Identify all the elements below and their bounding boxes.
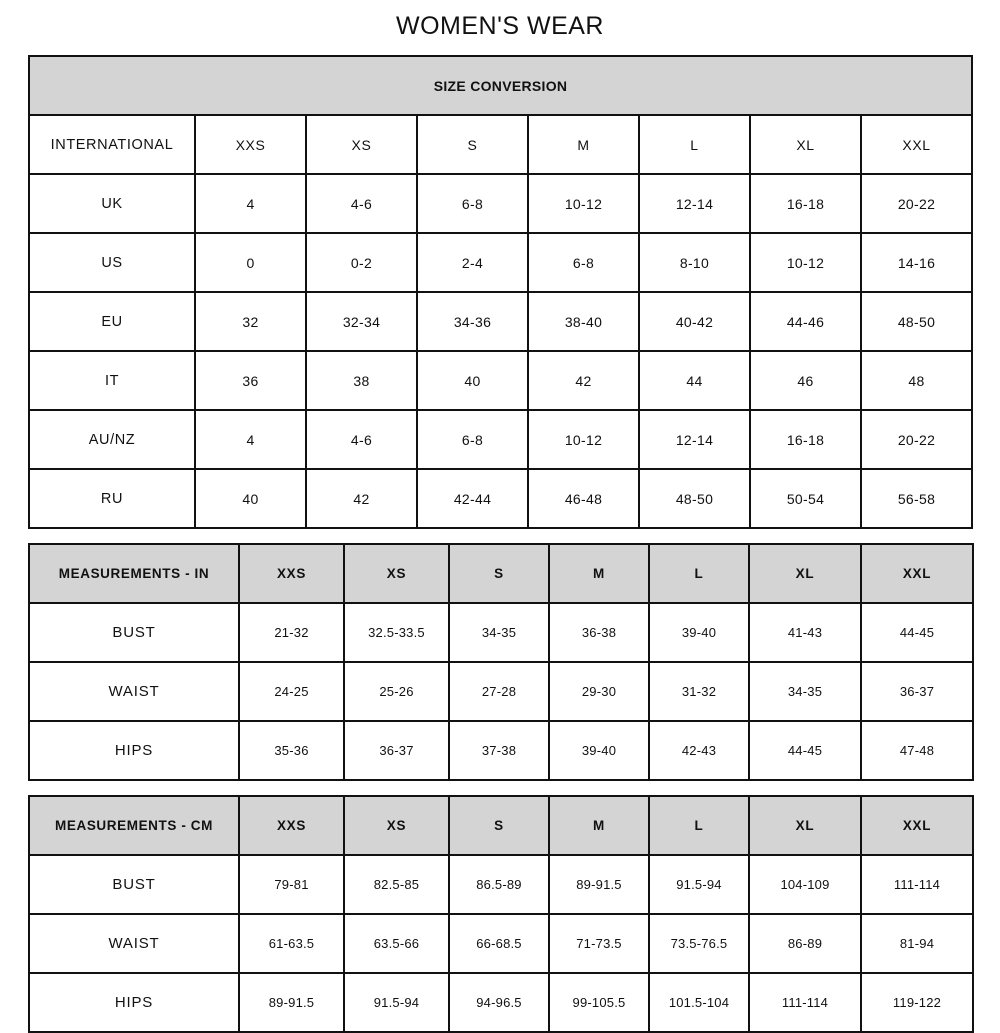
header-m: M [549,796,649,855]
cell: 20-22 [861,174,972,233]
header-xs: XS [344,544,449,603]
cell: 39-40 [549,721,649,780]
cell: 0 [195,233,306,292]
cell: 99-105.5 [549,973,649,1032]
cell: 34-35 [449,603,549,662]
row-label-it: IT [29,351,195,410]
header-s: S [449,796,549,855]
cell: 32 [195,292,306,351]
cell: 32.5-33.5 [344,603,449,662]
measurements-inches-table [28,543,974,781]
cell: 34-36 [417,292,528,351]
cell: 42 [306,469,417,528]
cell: 4 [195,410,306,469]
cell: 91.5-94 [344,973,449,1032]
measurements-cm-table [28,795,974,1033]
table-row [29,292,972,351]
cell: 61-63.5 [239,914,344,973]
cell: 16-18 [750,174,861,233]
header-international: INTERNATIONAL [29,115,195,174]
table-row [29,410,972,469]
row-label-bust: BUST [29,603,239,662]
header-l: L [639,115,750,174]
size-conversion-table [28,55,973,529]
cell: 46 [750,351,861,410]
cell: 50-54 [750,469,861,528]
table-row [29,721,973,780]
cell: 101.5-104 [649,973,749,1032]
cell: 82.5-85 [344,855,449,914]
cell: 86.5-89 [449,855,549,914]
row-label-hips: HIPS [29,721,239,780]
cell: 71-73.5 [549,914,649,973]
header-l: L [649,796,749,855]
cell: 40 [417,351,528,410]
header-xs: XS [344,796,449,855]
cell: 40-42 [639,292,750,351]
cell: 63.5-66 [344,914,449,973]
cell: 4-6 [306,174,417,233]
cell: 81-94 [861,914,973,973]
cell: 29-30 [549,662,649,721]
cell: 12-14 [639,410,750,469]
cell: 14-16 [861,233,972,292]
table-row [29,351,972,410]
page-title: WOMEN'S WEAR [396,12,604,40]
header-measurements-cm: MEASUREMENTS - CM [29,796,239,855]
cell: 44-45 [749,721,861,780]
cell: 104-109 [749,855,861,914]
cell: 73.5-76.5 [649,914,749,973]
cell: 20-22 [861,410,972,469]
header-l: L [649,544,749,603]
cell: 4-6 [306,410,417,469]
table-row [29,603,973,662]
cell: 86-89 [749,914,861,973]
header-xl: XL [749,544,861,603]
table-row [29,973,973,1032]
cell: 42 [528,351,639,410]
cell: 46-48 [528,469,639,528]
table-row [29,174,972,233]
row-label-uk: UK [29,174,195,233]
cell: 36 [195,351,306,410]
cell: 16-18 [750,410,861,469]
cell: 12-14 [639,174,750,233]
cell: 38-40 [528,292,639,351]
header-xxs: XXS [195,115,306,174]
cell: 35-36 [239,721,344,780]
cell: 24-25 [239,662,344,721]
cell: 94-96.5 [449,973,549,1032]
cell: 79-81 [239,855,344,914]
cell: 41-43 [749,603,861,662]
cell: 42-43 [649,721,749,780]
cell: 44 [639,351,750,410]
cell: 37-38 [449,721,549,780]
table-header-row [29,796,973,855]
table-row [29,469,972,528]
cell: 48-50 [639,469,750,528]
cell: 48-50 [861,292,972,351]
cell: 111-114 [749,973,861,1032]
cell: 89-91.5 [239,973,344,1032]
table-banner-row [29,56,972,115]
cell: 8-10 [639,233,750,292]
size-conversion-banner: SIZE CONVERSION [29,56,972,115]
header-s: S [449,544,549,603]
cell: 91.5-94 [649,855,749,914]
header-xl: XL [749,796,861,855]
cell: 10-12 [528,410,639,469]
header-measurements-in: MEASUREMENTS - IN [29,544,239,603]
cell: 25-26 [344,662,449,721]
cell: 42-44 [417,469,528,528]
cell: 44-45 [861,603,973,662]
cell: 6-8 [417,174,528,233]
header-m: M [549,544,649,603]
cell: 6-8 [417,410,528,469]
row-label-ru: RU [29,469,195,528]
header-xxl: XXL [861,115,972,174]
cell: 89-91.5 [549,855,649,914]
cell: 111-114 [861,855,973,914]
cell: 0-2 [306,233,417,292]
cell: 32-34 [306,292,417,351]
header-s: S [417,115,528,174]
row-label-waist: WAIST [29,662,239,721]
header-xxl: XXL [861,796,973,855]
table-header-row [29,115,972,174]
cell: 38 [306,351,417,410]
cell: 10-12 [528,174,639,233]
header-xs: XS [306,115,417,174]
cell: 10-12 [750,233,861,292]
table-header-row [29,544,973,603]
cell: 40 [195,469,306,528]
header-xxs: XXS [239,796,344,855]
cell: 27-28 [449,662,549,721]
cell: 36-37 [344,721,449,780]
row-label-aunz: AU/NZ [29,410,195,469]
header-xxl: XXL [861,544,973,603]
table-row [29,855,973,914]
row-label-bust: BUST [29,855,239,914]
cell: 36-38 [549,603,649,662]
cell: 56-58 [861,469,972,528]
row-label-us: US [29,233,195,292]
row-label-hips: HIPS [29,973,239,1032]
cell: 2-4 [417,233,528,292]
cell: 36-37 [861,662,973,721]
cell: 119-122 [861,973,973,1032]
header-m: M [528,115,639,174]
header-xxs: XXS [239,544,344,603]
cell: 47-48 [861,721,973,780]
row-label-waist: WAIST [29,914,239,973]
table-row [29,914,973,973]
cell: 39-40 [649,603,749,662]
cell: 4 [195,174,306,233]
table-row [29,662,973,721]
cell: 66-68.5 [449,914,549,973]
header-xl: XL [750,115,861,174]
cell: 48 [861,351,972,410]
table-row [29,233,972,292]
cell: 34-35 [749,662,861,721]
cell: 44-46 [750,292,861,351]
cell: 21-32 [239,603,344,662]
cell: 31-32 [649,662,749,721]
cell: 6-8 [528,233,639,292]
row-label-eu: EU [29,292,195,351]
